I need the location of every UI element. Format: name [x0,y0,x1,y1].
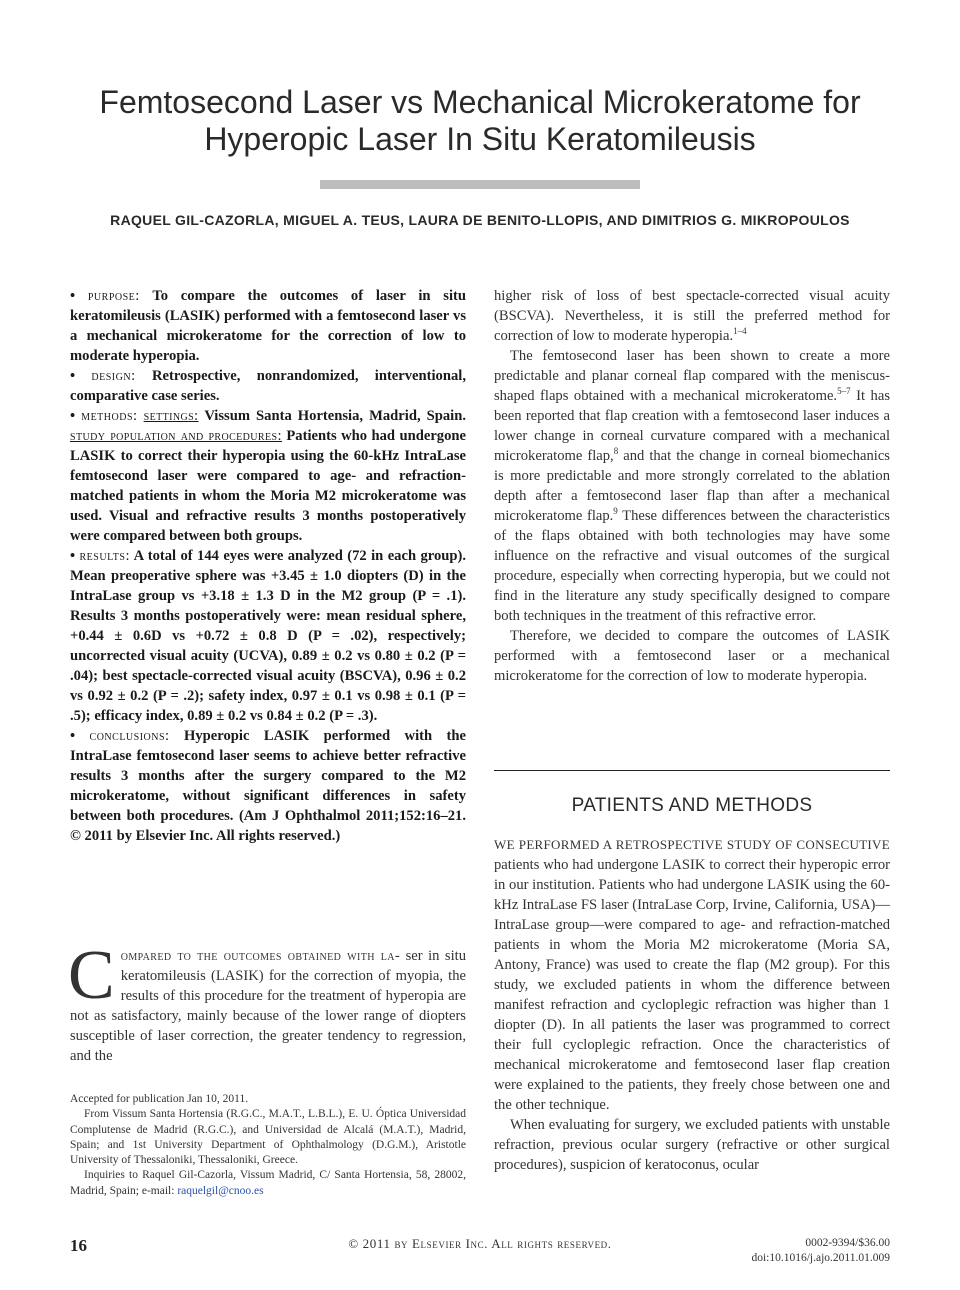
citation-ref[interactable]: 5–7 [837,386,851,397]
article-identifiers [751,1236,890,1266]
population-text: Patients who had undergone LASIK to correct their hyperopia using the 60-kHz IntraLase femtosecond laser were compared to age- and refraction-matched patients in whom the Moria M2 microkeratome was used. Visual and refractive results 3 months postoperatively were compared between both groups. [70,428,466,544]
intro-text: ser in situ keratomileusis (LASIK) for the correction of myopia, the results of this procedure for the treatment of hyperopia are not as satisfactory, mainly because of the lower range of diopters susceptible of laser correction, the greater tendency to regression, and the [70,948,466,1064]
intro-paragraph: Therefore, we decided to compare the outcomes of LASIK performed with a femtosecond laser or a mechanical microkeratome for the correction of low to moderate hyperopia. [494,628,890,684]
results-label: results: [79,548,130,564]
intro-paragraph: higher risk of loss of best spectacle-corrected visual acuity (BSCVA). Nevertheless, it is still the preferred method for correction of low to moderate hyperopia.$^{1-4}$ [494,288,890,344]
conclusions-label: conclusions: [89,728,170,744]
article-title: Femtosecond Laser vs Mechanical Microkeratome for Hyperopic Laser In Situ Keratomileusis [99,84,861,157]
methods-paragraph: WE PERFORMED A RETROSPECTIVE STUDY OF CONSECUTIVE patients who had undergone LASIK to correct their hyperopic error in our institution. Patients who had undergone LASIK using the 60-kHz IntraLase FS laser (IntraLase Corp, Irvine, California, USA)—IntraLase group—were compared to age- and refraction-matched patients in whom the Moria M2 microkeratome (Moria SA, Antony, France) was used to create the flap (M2 group). For this study, we excluded patients in whom the difference between manifest refraction and cycloplegic refraction was higher than 1 diopter (D). In all patients the laser was programmed to correct their full cycloplegic refraction. Once the characteristics of mechanical microkeratome and femtosecond laser flap creation were explained to the patients, they freely chose between one and the other technique. [494,837,890,1113]
methods-lead: WE PERFORMED A RETROSPECTIVE STUDY OF CONSECUTIVE [494,837,890,852]
introduction [68,937,466,1066]
correspondence: Inquiries to Raquel Gil-Cazorla, Vissum Madrid, C/ Santa Hortensia, 58, 28002, Madrid, Spain; e-mail: raquelgil@cnoo.es [70,1169,466,1197]
citation-ref[interactable]: 1–4 [733,326,747,337]
abstract-methods [70,406,466,546]
citation-ref[interactable]: 9 [613,506,618,517]
purpose-label: purpose: [87,288,140,304]
methods-paragraph: When evaluating for surgery, we excluded patients with unstable refraction, previous ocular surgery (refractive or other surgical procedures), suspicion of keratoconus, ocular [494,1117,890,1173]
settings-text: Vissum Santa Hortensia, Madrid, Spain. [204,408,466,424]
intro-paragraph: The femtosecond laser has been shown to create a more predictable and planar corneal flap compared with the meniscus-shaped flaps obtained with a mechanical microkeratome.$^{5-7}$ It has been reported that flap creation with a femtosecond laser induces a lower change in corneal curvature compared with a mechanical microkeratome flap,$^8$ and that the change in corneal biomechanics is more predictable and more strongly correlated to the ablation depth after a femtosecond laser flap than after a mechanical microkeratome flap.$^9$ These differences between the characteristics of the flaps obtained with both technologies may have some influence on the refractive and visual outcomes of the surgical procedure, especially when correcting hyperopia, but we could not find in the literature any study specifically designed to compare both techniques in the treatment of this refractive error. [494,348,890,624]
citation-ref[interactable]: 8 [613,446,619,457]
accepted-date: Accepted for publication Jan 10, 2011. [70,1093,249,1105]
abstract [70,286,466,846]
population-label: study population and procedures: [70,428,282,444]
bullet-icon: • [70,548,76,564]
conclusions-text: Hyperopic LASIK performed with the IntraLase femtosecond laser seems to achieve better refractive results 3 months after the surgery compared to the M2 microkeratome, without significant differences in safety between both procedures. (Am J Ophthalmol 2011;152:16–21. © 2011 by Elsevier Inc. All rights reserved.) [70,728,466,844]
issn-price: 0002-9394/$36.00 [805,1237,890,1249]
results-text: A total of 144 eyes were analyzed (72 in each group). Mean preoperative sphere was +3.45 ± 1.0 diopters (D) in the IntraLase group vs +3.18 ± 1.3 D in the M2 group (P = .1). Results 3 months postoperatively were: mean residual sphere, +0.44 ± 0.6D vs +0.72 ± 0.8 D (P = .02), respectively; uncorrected visual acuity (UCVA), 0.89 ± 0.2 vs 0.80 ± 0.2 (P = .04); best spectacle-corrected visual acuity (BSCVA), 0.96 ± 0.2 vs 0.92 ± 0.2 (P = .2); safety index, 0.97 ± 0.1 vs 0.98 ± 0.1 (P = .5); efficacy index, 0.89 ± 0.2 vs 0.84 ± 0.2 (P = .3). [70,548,467,724]
design-text: Retrospective, nonrandomized, interventional, comparative case series. [70,368,466,404]
section-divider [494,770,890,771]
affiliations: From Vissum Santa Hortensia (R.G.C., M.A.T., L.B.L.), E. U. Óptica Universidad Complutense de Madrid (R.G.C.), and Universidad de Alcalá (M.A.T.), Madrid, Spain; and 1st University Department of Ophthalmology (D.G.M.), Aristotle University of Thessaloniki, Thessaloniki, Greece. [70,1108,466,1167]
design-label: design: [91,368,136,384]
right-column-intro [494,286,890,686]
patients-methods-body [494,835,890,1175]
doi[interactable]: doi:10.1016/j.ajo.2011.01.009 [751,1252,890,1264]
intro-lead: ompared to the outcomes obtained with la- [120,948,401,964]
copyright-line: © 2011 by Elsevier Inc. All rights reserved. [348,1236,612,1251]
section-heading: PATIENTS AND METHODS [571,795,813,816]
email-link[interactable]: raquelgil@cnoo.es [177,1184,264,1197]
author-list: RAQUEL GIL-CAZORLA, MIGUEL A. TEUS, LAURA DE BENITO-LLOPIS, AND DIMITRIOS G. MIKROPOULOS [110,212,850,228]
abstract-conclusions [70,726,466,846]
purpose-text: To compare the outcomes of laser in situ keratomileusis (LASIK) performed with a femtosecond laser vs a mechanical microkeratome for the correction of low to moderate hyperopia. [70,288,466,364]
page-number: 16 [70,1236,87,1255]
bullet-icon: • [70,288,76,304]
bullet-icon: • [70,408,76,424]
abstract-purpose [70,286,466,366]
drop-cap: C [68,937,115,1014]
abstract-design [70,366,466,406]
settings-label: settings: [143,408,199,424]
abstract-results [70,546,466,726]
bullet-icon: • [70,728,76,744]
title-rule [320,180,640,189]
bullet-icon: • [70,368,76,384]
affiliation-footnote [70,1092,466,1199]
methods-label: methods: [81,408,138,424]
